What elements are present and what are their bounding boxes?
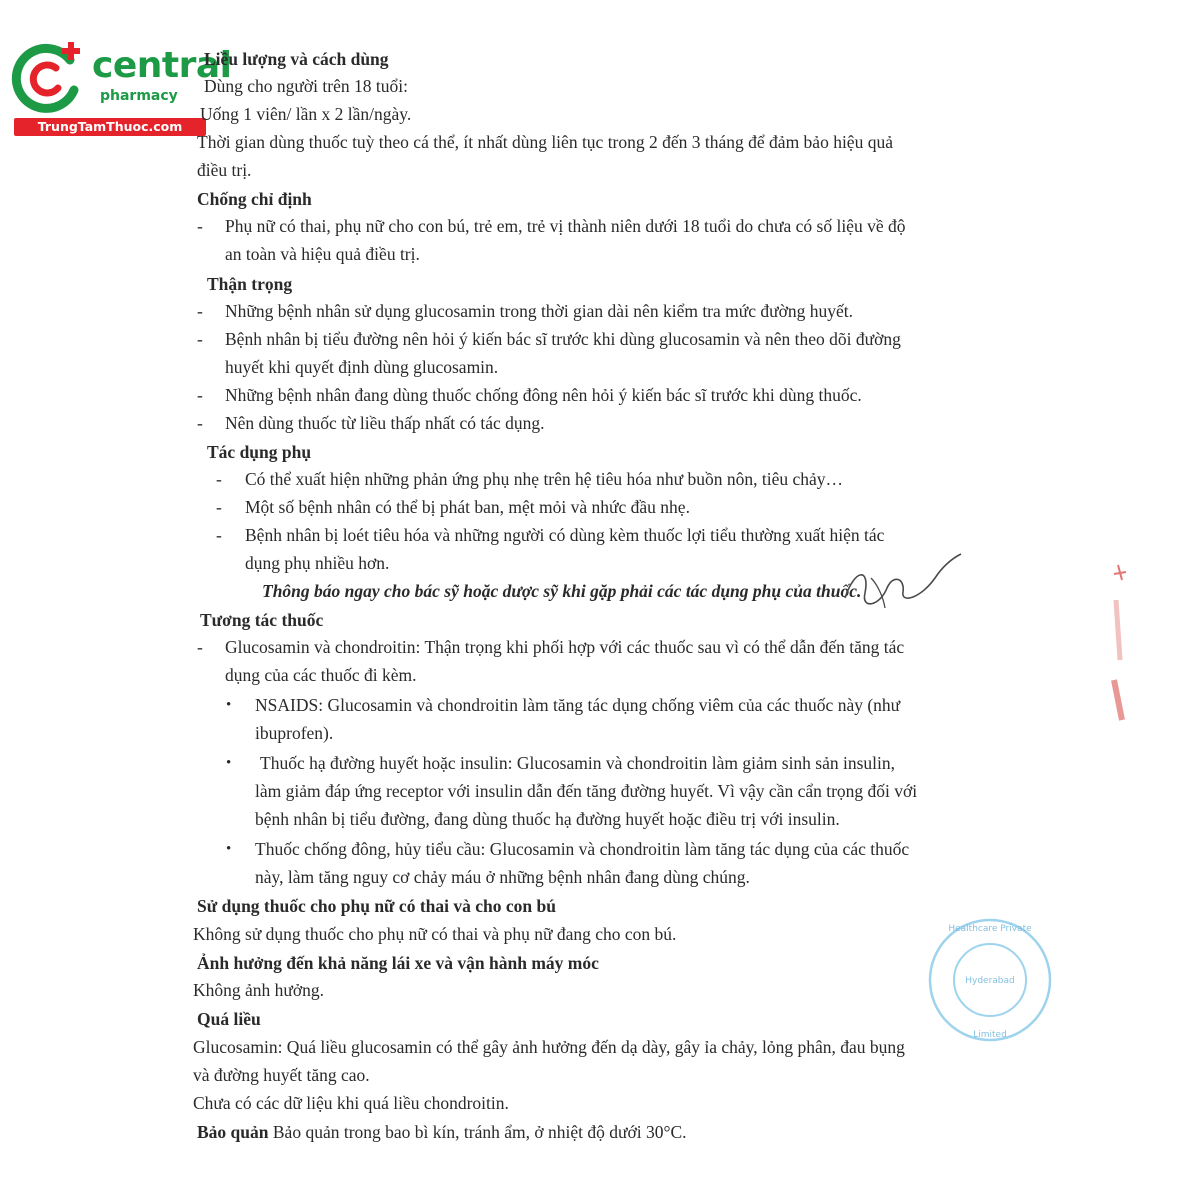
heading-pregnancy: Sử dụng thuốc cho phụ nữ có thai và cho con bú xyxy=(197,896,556,916)
dash-marker: - xyxy=(197,329,203,349)
svg-text:Limited: Limited xyxy=(973,1030,1007,1040)
storage-line xyxy=(197,1121,687,1143)
text-line: Không sử dụng thuốc cho phụ nữ có thai và phụ nữ đang cho con bú. xyxy=(193,924,677,944)
dash-marker: - xyxy=(216,469,222,489)
text-line: Glucosamin: Quá liều glucosamin có thể gây ảnh hưởng đến dạ dày, gây ỉa chảy, lỏng phân, đau bụng xyxy=(193,1037,905,1057)
heading-dosage: Liều lượng và cách dùng xyxy=(204,49,389,69)
text-line: Có thể xuất hiện những phản ứng phụ nhẹ trên hệ tiêu hóa như buồn nôn, tiêu chảy… xyxy=(245,469,844,489)
text-line: dụng phụ nhiều hơn. xyxy=(245,553,390,573)
text-line: làm giảm đáp ứng receptor với insulin dẫn đến tăng đường huyết. Vì vậy cần cẩn trọng đối với xyxy=(255,781,918,801)
bullet-marker: • xyxy=(226,841,232,857)
text-line: Phụ nữ có thai, phụ nữ cho con bú, trẻ em, trẻ vị thành niên dưới 18 tuổi do chưa có số liệu về độ xyxy=(225,216,906,236)
text-line: Glucosamin và chondroitin: Thận trọng khi phối hợp với các thuốc sau vì có thể dẫn đến tăng tác xyxy=(225,637,905,657)
heading-contraindications: Chống chỉ định xyxy=(197,189,312,209)
text-line: ibuprofen). xyxy=(255,723,334,743)
text-line: này, làm tăng nguy cơ chảy máu ở những bệnh nhân đang dùng chúng. xyxy=(255,867,750,887)
heading-driving: Ảnh hưởng đến khả năng lái xe và vận hành máy móc xyxy=(197,953,599,973)
notice-line: Thông báo ngay cho bác sỹ hoặc dược sỹ khi gặp phải các tác dụng phụ của thuốc. xyxy=(262,581,862,601)
dash-marker: - xyxy=(197,637,203,657)
text-line: Thuốc chống đông, hủy tiểu cầu: Glucosamin và chondroitin làm tăng tác dụng của các thuốc xyxy=(255,839,910,859)
text-line: Nên dùng thuốc từ liều thấp nhất có tác dụng. xyxy=(225,413,545,433)
dash-marker: - xyxy=(197,413,203,433)
dash-marker: - xyxy=(197,216,203,236)
dash-marker: - xyxy=(197,385,203,405)
red-edge-stamp-icon xyxy=(1098,560,1138,730)
dash-marker: - xyxy=(197,301,203,321)
pharmacy-cross-logo-icon xyxy=(8,38,98,118)
heading-precautions: Thận trọng xyxy=(207,274,293,294)
text-line: NSAIDS: Glucosamin và chondroitin làm tăng tác dụng chống viêm của các thuốc này (như xyxy=(255,695,901,715)
brand-website-link[interactable]: TrungTamThuoc.com xyxy=(14,118,206,136)
text-line: Những bệnh nhân đang dùng thuốc chống đông nên hỏi ý kiến bác sĩ trước khi dùng thuốc. xyxy=(225,385,862,405)
brand-tagline: pharmacy xyxy=(100,88,178,104)
text-line: Bảo quản trong bao bì kín, tránh ẩm, ở nhiệt độ dưới 30°C. xyxy=(272,1122,687,1142)
text-line: an toàn và hiệu quả điều trị. xyxy=(225,244,420,264)
text-line: Một số bệnh nhân có thể bị phát ban, mệt mỏi và nhức đầu nhẹ. xyxy=(245,497,690,517)
text-line: và đường huyết tăng cao. xyxy=(193,1065,370,1085)
heading-interactions: Tương tác thuốc xyxy=(200,610,324,630)
text-line: Chưa có các dữ liệu khi quá liều chondroitin. xyxy=(193,1093,509,1113)
text-line: Thuốc hạ đường huyết hoặc insulin: Glucosamin và chondroitin làm giảm sinh sản insulin, xyxy=(260,753,896,773)
text-line: huyết khi quyết định dùng glucosamin. xyxy=(225,357,499,377)
signature-scribble-icon xyxy=(825,548,965,618)
heading-overdose: Quá liều xyxy=(197,1009,261,1029)
dash-marker: - xyxy=(216,497,222,517)
svg-text:Hyderabad: Hyderabad xyxy=(965,976,1015,986)
central-pharmacy-logo[interactable] xyxy=(8,38,232,138)
bullet-marker: • xyxy=(226,697,232,713)
dash-marker: - xyxy=(216,525,222,545)
text-line: Bệnh nhân bị tiểu đường nên hỏi ý kiến bác sĩ trước khi dùng glucosamin và nên theo dõi đường xyxy=(225,329,901,349)
text-line: Dùng cho người trên 18 tuổi: xyxy=(204,76,408,96)
text-line: Uống 1 viên/ lần x 2 lần/ngày. xyxy=(200,104,412,124)
text-line: bệnh nhân bị tiểu đường, đang dùng thuốc hạ đường huyết hoặc điều trị với insulin. xyxy=(255,809,840,829)
text-line: dụng của các thuốc đi kèm. xyxy=(225,665,417,685)
brand-name: central xyxy=(92,45,232,86)
text-line: điều trị. xyxy=(197,160,252,180)
company-round-stamp-icon xyxy=(925,915,1055,1045)
svg-text:Healthcare Private: Healthcare Private xyxy=(948,924,1032,934)
text-line: Những bệnh nhân sử dụng glucosamin trong thời gian dài nên kiểm tra mức đường huyết. xyxy=(225,301,854,321)
text-line: Thời gian dùng thuốc tuỳ theo cá thể, ít nhất dùng liên tục trong 2 đến 3 tháng để đảm bảo hiệu quả xyxy=(197,132,893,152)
text-line: Bệnh nhân bị loét tiêu hóa và những người có dùng kèm thuốc lợi tiểu thường xuất hiện tác xyxy=(245,525,885,545)
text-line: Không ảnh hưởng. xyxy=(193,980,325,1000)
heading-side-effects: Tác dụng phụ xyxy=(207,442,312,462)
heading-storage: Bảo quản xyxy=(197,1122,269,1142)
bullet-marker: • xyxy=(226,755,232,771)
